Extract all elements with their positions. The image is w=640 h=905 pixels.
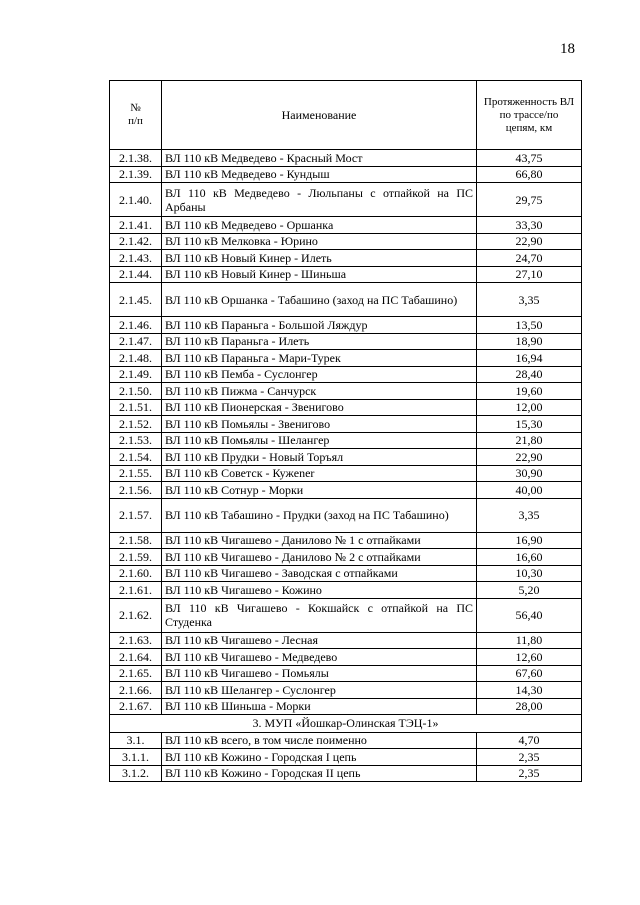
row-length: 22,90 xyxy=(477,449,582,466)
row-number: 2.1.63. xyxy=(110,632,162,649)
row-name: ВЛ 110 кВ Шелангер - Суслонгер xyxy=(162,682,477,699)
row-number: 2.1.57. xyxy=(110,498,162,532)
row-length: 3,35 xyxy=(477,283,582,317)
row-length: 4,70 xyxy=(477,732,582,749)
row-number: 2.1.43. xyxy=(110,250,162,267)
row-name: ВЛ 110 кВ Медведево - Оршанка xyxy=(162,217,477,234)
row-number: 3.1. xyxy=(110,732,162,749)
row-number: 2.1.66. xyxy=(110,682,162,699)
table-row xyxy=(110,150,582,167)
row-name: ВЛ 110 кВ Чигашево - Кожино xyxy=(162,582,477,599)
row-length: 12,60 xyxy=(477,649,582,666)
row-name: ВЛ 110 кВ Шиньша - Морки xyxy=(162,698,477,715)
section-header-row xyxy=(110,715,582,733)
table-body xyxy=(110,150,582,782)
row-length: 24,70 xyxy=(477,250,582,267)
row-name: ВЛ 110 кВ Параньга - Мари-Турек xyxy=(162,350,477,367)
table-row xyxy=(110,283,582,317)
row-number: 2.1.61. xyxy=(110,582,162,599)
row-name: ВЛ 110 кВ Чигашево - Помьялы xyxy=(162,665,477,682)
row-number: 2.1.60. xyxy=(110,565,162,582)
table-row xyxy=(110,765,582,782)
row-length: 2,35 xyxy=(477,749,582,766)
table-row xyxy=(110,317,582,334)
row-name: ВЛ 110 кВ Кожино - Городская I цепь xyxy=(162,749,477,766)
table-row xyxy=(110,432,582,449)
row-length: 43,75 xyxy=(477,150,582,167)
row-name: ВЛ 110 кВ Чигашево - Медведево xyxy=(162,649,477,666)
table-row xyxy=(110,582,582,599)
row-number: 2.1.67. xyxy=(110,698,162,715)
row-name: ВЛ 110 кВ Медведево - Кундыш xyxy=(162,166,477,183)
row-number: 3.1.1. xyxy=(110,749,162,766)
row-name: ВЛ 110 кВ Медведево - Люльпаны с отпайкой на ПС Арбаны xyxy=(162,183,477,217)
row-length: 21,80 xyxy=(477,432,582,449)
row-length: 67,60 xyxy=(477,665,582,682)
table-row xyxy=(110,183,582,217)
row-number: 2.1.58. xyxy=(110,532,162,549)
row-name: ВЛ 110 кВ Новый Кинер - Илеть xyxy=(162,250,477,267)
table-row xyxy=(110,482,582,499)
section-title: 3. МУП «Йошкар-Олинская ТЭЦ-1» xyxy=(110,715,582,733)
row-name: ВЛ 110 кВ Пемба - Суслонгер xyxy=(162,366,477,383)
table-row xyxy=(110,598,582,632)
row-name: ВЛ 110 кВ Прудки - Новый Торъял xyxy=(162,449,477,466)
row-length: 11,80 xyxy=(477,632,582,649)
row-name: ВЛ 110 кВ Медведево - Красный Мост xyxy=(162,150,477,167)
row-name: ВЛ 110 кВ Помьялы - Шелангер xyxy=(162,432,477,449)
table-row xyxy=(110,449,582,466)
row-number: 2.1.39. xyxy=(110,166,162,183)
row-length: 16,94 xyxy=(477,350,582,367)
table-row xyxy=(110,749,582,766)
row-name: ВЛ 110 кВ Пионерская - Звенигово xyxy=(162,399,477,416)
row-length: 28,00 xyxy=(477,698,582,715)
row-length: 15,30 xyxy=(477,416,582,433)
table-row xyxy=(110,498,582,532)
table-row xyxy=(110,632,582,649)
row-length: 5,20 xyxy=(477,582,582,599)
row-name: ВЛ 110 кВ Сотнур - Морки xyxy=(162,482,477,499)
row-name: ВЛ 110 кВ Параньга - Большой Ляждур xyxy=(162,317,477,334)
row-number: 2.1.54. xyxy=(110,449,162,466)
table-row xyxy=(110,682,582,699)
row-number: 2.1.49. xyxy=(110,366,162,383)
row-name: ВЛ 110 кВ Чигашево - Данилово № 2 с отпайками xyxy=(162,549,477,566)
table-row xyxy=(110,416,582,433)
table-header-row xyxy=(110,81,582,150)
table-row xyxy=(110,333,582,350)
table-row xyxy=(110,649,582,666)
row-number: 2.1.50. xyxy=(110,383,162,400)
table-row xyxy=(110,366,582,383)
header-name: Наименование xyxy=(162,81,477,150)
row-length: 3,35 xyxy=(477,498,582,532)
row-number: 2.1.41. xyxy=(110,217,162,234)
row-number: 2.1.48. xyxy=(110,350,162,367)
row-length: 16,90 xyxy=(477,532,582,549)
row-number: 3.1.2. xyxy=(110,765,162,782)
row-length: 12,00 xyxy=(477,399,582,416)
header-length: Протяженность ВЛ по трассе/по цепям, км xyxy=(477,81,582,150)
row-name: ВЛ 110 кВ Параньга - Илеть xyxy=(162,333,477,350)
row-number: 2.1.46. xyxy=(110,317,162,334)
row-number: 2.1.64. xyxy=(110,649,162,666)
table-row xyxy=(110,233,582,250)
row-number: 2.1.52. xyxy=(110,416,162,433)
row-length: 18,90 xyxy=(477,333,582,350)
header-number: № п/п xyxy=(110,81,162,150)
row-name: ВЛ 110 кВ Чигашево - Лесная xyxy=(162,632,477,649)
row-name: ВЛ 110 кВ Пижма - Санчурск xyxy=(162,383,477,400)
row-name: ВЛ 110 кВ Советск - Кужener xyxy=(162,465,477,482)
row-name: ВЛ 110 кВ Мелковка - Юрино xyxy=(162,233,477,250)
table-row xyxy=(110,665,582,682)
row-number: 2.1.51. xyxy=(110,399,162,416)
row-length: 40,00 xyxy=(477,482,582,499)
table-row xyxy=(110,465,582,482)
row-name: ВЛ 110 кВ Чигашево - Кокшайск с отпайкой на ПС Студенка xyxy=(162,598,477,632)
row-length: 29,75 xyxy=(477,183,582,217)
row-number: 2.1.38. xyxy=(110,150,162,167)
row-length: 28,40 xyxy=(477,366,582,383)
table-row xyxy=(110,549,582,566)
row-number: 2.1.44. xyxy=(110,266,162,283)
row-name: ВЛ 110 кВ всего, в том числе поименно xyxy=(162,732,477,749)
row-length: 30,90 xyxy=(477,465,582,482)
row-number: 2.1.55. xyxy=(110,465,162,482)
table-row xyxy=(110,166,582,183)
power-lines-table xyxy=(109,80,582,782)
row-name: ВЛ 110 кВ Помьялы - Звенигово xyxy=(162,416,477,433)
table-row xyxy=(110,732,582,749)
row-number: 2.1.62. xyxy=(110,598,162,632)
table-row xyxy=(110,399,582,416)
table-row xyxy=(110,266,582,283)
row-number: 2.1.56. xyxy=(110,482,162,499)
row-number: 2.1.42. xyxy=(110,233,162,250)
row-length: 16,60 xyxy=(477,549,582,566)
row-length: 2,35 xyxy=(477,765,582,782)
row-length: 10,30 xyxy=(477,565,582,582)
row-length: 33,30 xyxy=(477,217,582,234)
row-length: 14,30 xyxy=(477,682,582,699)
row-number: 2.1.47. xyxy=(110,333,162,350)
row-name: ВЛ 110 кВ Чигашево - Заводская с отпайками xyxy=(162,565,477,582)
table-row xyxy=(110,217,582,234)
row-length: 22,90 xyxy=(477,233,582,250)
table-row xyxy=(110,532,582,549)
row-number: 2.1.59. xyxy=(110,549,162,566)
table-row xyxy=(110,383,582,400)
row-number: 2.1.40. xyxy=(110,183,162,217)
row-name: ВЛ 110 кВ Чигашево - Данилово № 1 с отпайками xyxy=(162,532,477,549)
row-length: 27,10 xyxy=(477,266,582,283)
row-number: 2.1.45. xyxy=(110,283,162,317)
row-name: ВЛ 110 кВ Кожино - Городская II цепь xyxy=(162,765,477,782)
row-name: ВЛ 110 кВ Табашино - Прудки (заход на ПС Табашино) xyxy=(162,498,477,532)
table-row xyxy=(110,250,582,267)
row-number: 2.1.53. xyxy=(110,432,162,449)
row-number: 2.1.65. xyxy=(110,665,162,682)
row-length: 13,50 xyxy=(477,317,582,334)
row-length: 56,40 xyxy=(477,598,582,632)
row-name: ВЛ 110 кВ Оршанка - Табашино (заход на ПС Табашино) xyxy=(162,283,477,317)
row-length: 19,60 xyxy=(477,383,582,400)
table-row xyxy=(110,698,582,715)
table-row xyxy=(110,350,582,367)
page-number: 18 xyxy=(560,41,575,57)
row-name: ВЛ 110 кВ Новый Кинер - Шиньша xyxy=(162,266,477,283)
table-row xyxy=(110,565,582,582)
row-length: 66,80 xyxy=(477,166,582,183)
